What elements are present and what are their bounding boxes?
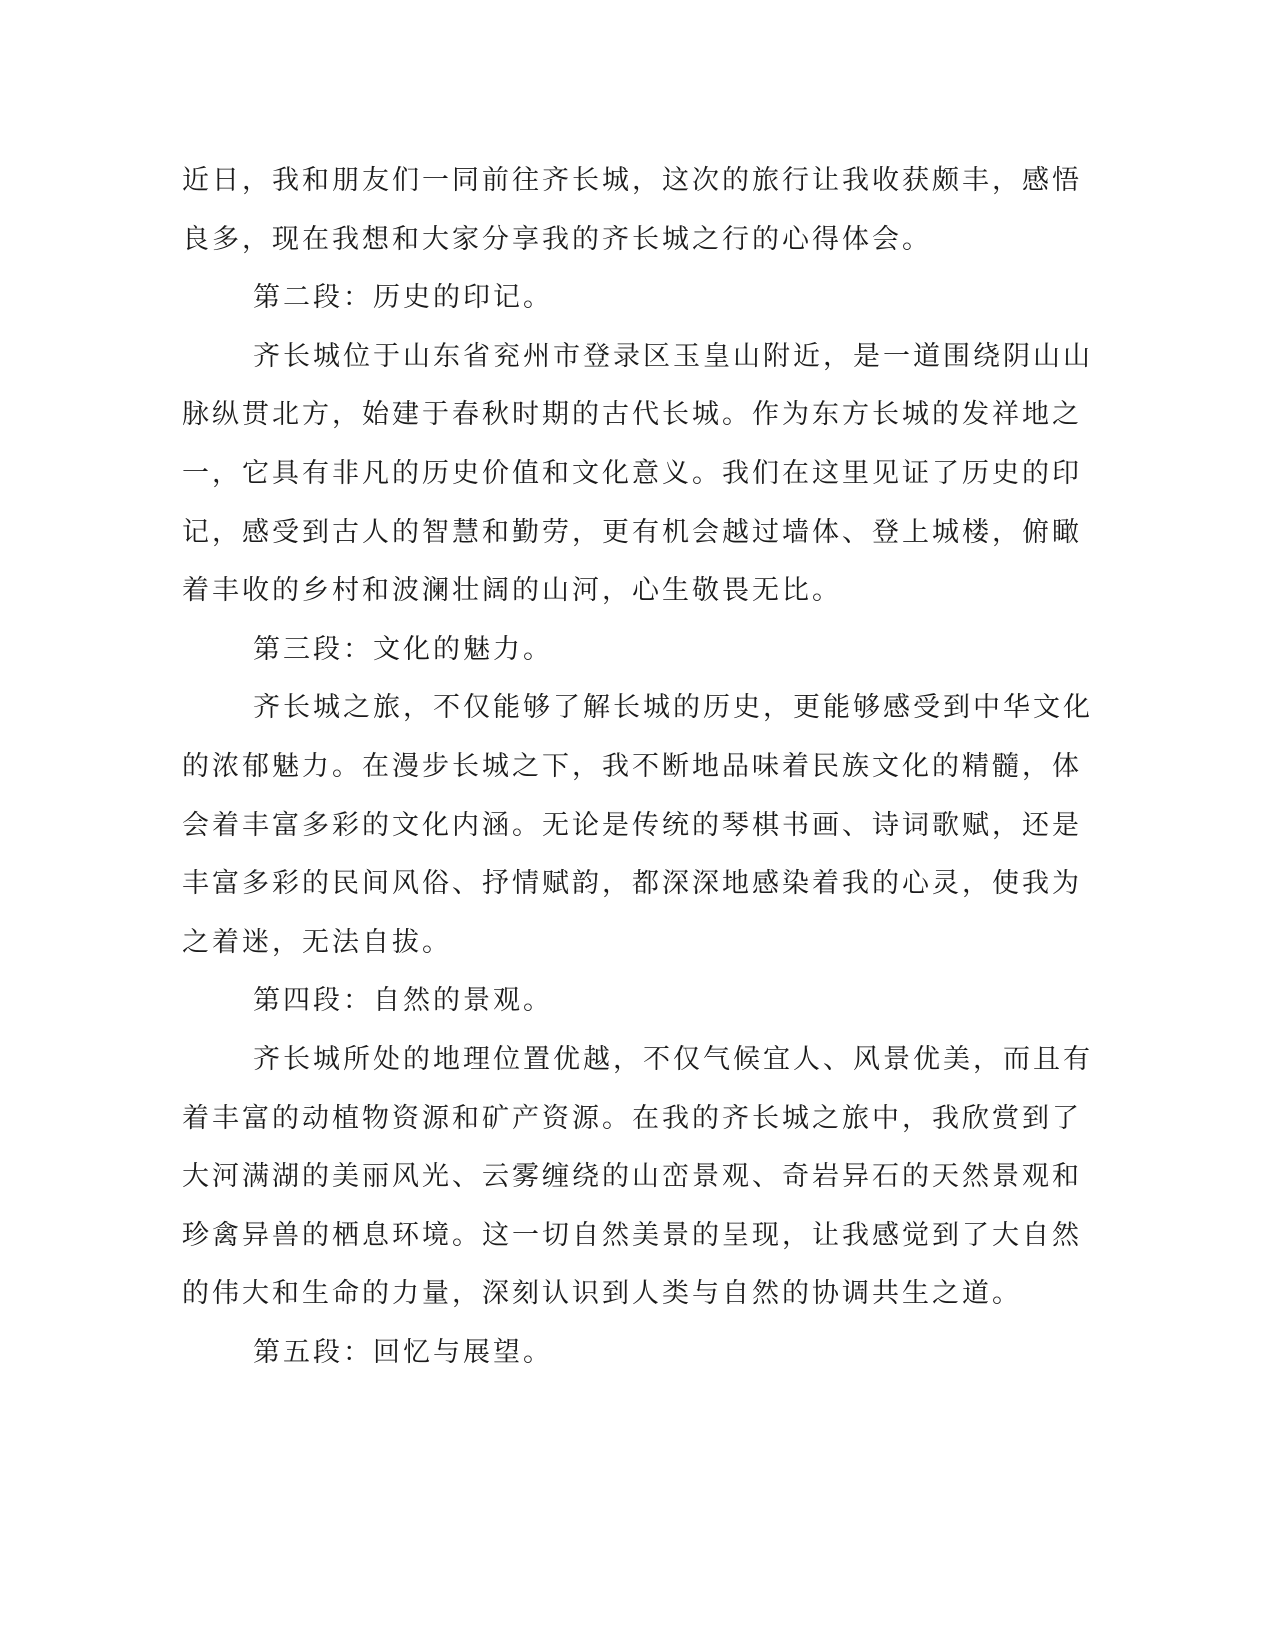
section-heading: 第三段：文化的魅力。 — [253, 633, 553, 665]
text-line: 良多，现在我想和大家分享我的齐长城之行的心得体会。 — [182, 223, 932, 255]
text-line: 之着迷，无法自拔。 — [182, 926, 452, 958]
text-line: 齐长城之旅，不仅能够了解长城的历史，更能够感受到中华文化 — [253, 692, 1093, 724]
text-line: 会着丰富多彩的文化内涵。无论是传统的琴棋书画、诗词歌赋，还是 — [182, 809, 1082, 841]
section-heading: 第五段：回忆与展望。 — [253, 1336, 553, 1368]
section-heading: 第四段：自然的景观。 — [253, 985, 553, 1017]
text-line: 一，它具有非凡的历史价值和文化意义。我们在这里见证了历史的印 — [182, 457, 1082, 489]
text-line: 珍禽异兽的栖息环境。这一切自然美景的呈现，让我感觉到了大自然 — [182, 1219, 1082, 1251]
text-line: 齐长城位于山东省兖州市登录区玉皇山附近，是一道围绕阴山山 — [253, 340, 1093, 372]
text-line: 丰富多彩的民间风俗、抒情赋韵，都深深地感染着我的心灵，使我为 — [182, 868, 1082, 900]
text-line: 脉纵贯北方，始建于春秋时期的古代长城。作为东方长城的发祥地之 — [182, 399, 1082, 431]
text-line: 着丰收的乡村和波澜壮阔的山河，心生敬畏无比。 — [182, 575, 842, 607]
text-line: 的伟大和生命的力量，深刻认识到人类与自然的协调共生之道。 — [182, 1278, 1022, 1310]
text-column — [182, 152, 1093, 1382]
text-line: 大河满湖的美丽风光、云雾缠绕的山峦景观、奇岩异石的天然景观和 — [182, 1161, 1082, 1193]
text-line: 的浓郁魅力。在漫步长城之下，我不断地品味着民族文化的精髓，体 — [182, 750, 1082, 782]
text-line: 近日，我和朋友们一同前往齐长城，这次的旅行让我收获颇丰，感悟 — [182, 165, 1082, 196]
text-line: 记，感受到古人的智慧和勤劳，更有机会越过墙体、登上城楼，俯瞰 — [182, 516, 1082, 548]
section-heading: 第二段：历史的印记。 — [253, 282, 553, 314]
text-line: 着丰富的动植物资源和矿产资源。在我的齐长城之旅中，我欣赏到了 — [182, 1102, 1082, 1134]
text-line: 齐长城所处的地理位置优越，不仅气候宜人、风景优美，而且有 — [253, 1043, 1093, 1075]
